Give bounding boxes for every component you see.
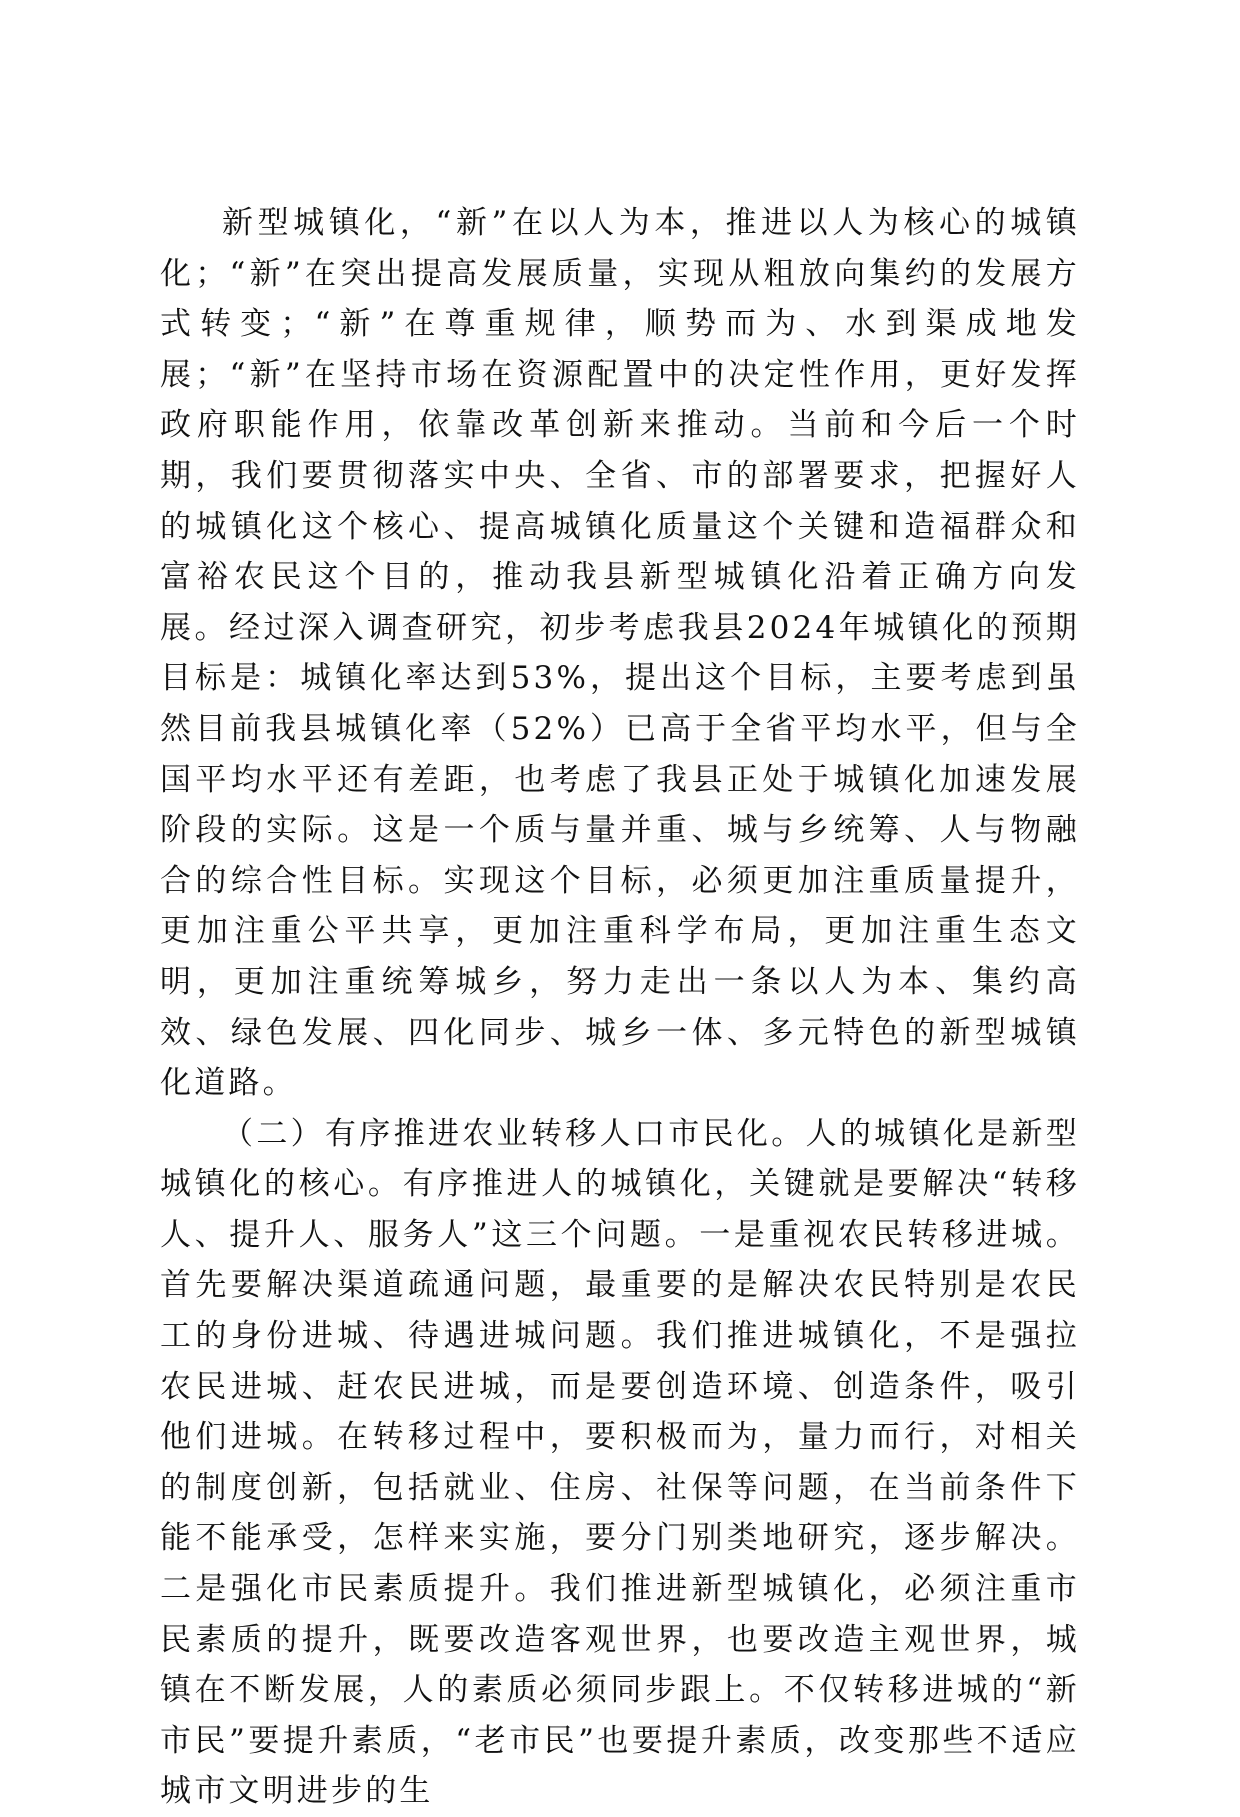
document-body [160, 198, 1080, 1817]
paragraph-citizenization: （二）有序推进农业转移人口市民化。人的城镇化是新型城镇化的核心。有序推进人的城镇化，关键就是要解决“转移人、提升人、服务人”这三个问题。一是重视农民转移进城。首先要解决渠道疏通问题，最重要的是解决农民特别是农民工的身份进城、待遇进城问题。我们推进城镇化，不是强拉农民进城、赶农民进城，而是要创造环境、创造条件，吸引他们进城。在转移过程中，要积极而为，量力而行，对相关的制度创新，包括就业、住房、社保等问题，在当前条件下能不能承受，怎样来实施，要分门别类地研究，逐步解决。二是强化市民素质提升。我们推进新型城镇化，必须注重市民素质的提升，既要改造客观世界，也要改造主观世界，城镇在不断发展，人的素质必须同步跟上。不仅转移进城的“新市民”要提升素质，“老市民”也要提升素质，改变那些不适应城市文明进步的生 [160, 1115, 1080, 1810]
paragraph-urbanization-goal: 新型城镇化，“新”在以人为本，推进以人为核心的城镇化；“新”在突出提高发展质量，实现从粗放向集约的发展方式转变；“新”在尊重规律，顺势而为、水到渠成地发展；“新”在坚持市场在资源配置中的决定性作用，更好发挥政府职能作用，依靠改革创新来推动。当前和今后一个时期，我们要贯彻落实中央、全省、市的部署要求，把握好人的城镇化这个核心、提高城镇化质量这个关键和造福群众和富裕农民这个目的，推动我县新型城镇化沿着正确方向发展。经过深入调查研究，初步考虑我县2024年城镇化的预期目标是：城镇化率达到53%，提出这个目标，主要考虑到虽然目前我县城镇化率（52%）已高于全省平均水平，但与全国平均水平还有差距，也考虑了我县正处于城镇化加速发展阶段的实际。这是一个质与量并重、城与乡统筹、人与物融合的综合性目标。实现这个目标，必须更加注重质量提升，更加注重公平共享，更加注重科学布局，更加注重生态文明，更加注重统筹城乡，努力走出一条以人为本、集约高效、绿色发展、四化同步、城乡一体、多元特色的新型城镇化道路。 [160, 205, 1080, 1102]
